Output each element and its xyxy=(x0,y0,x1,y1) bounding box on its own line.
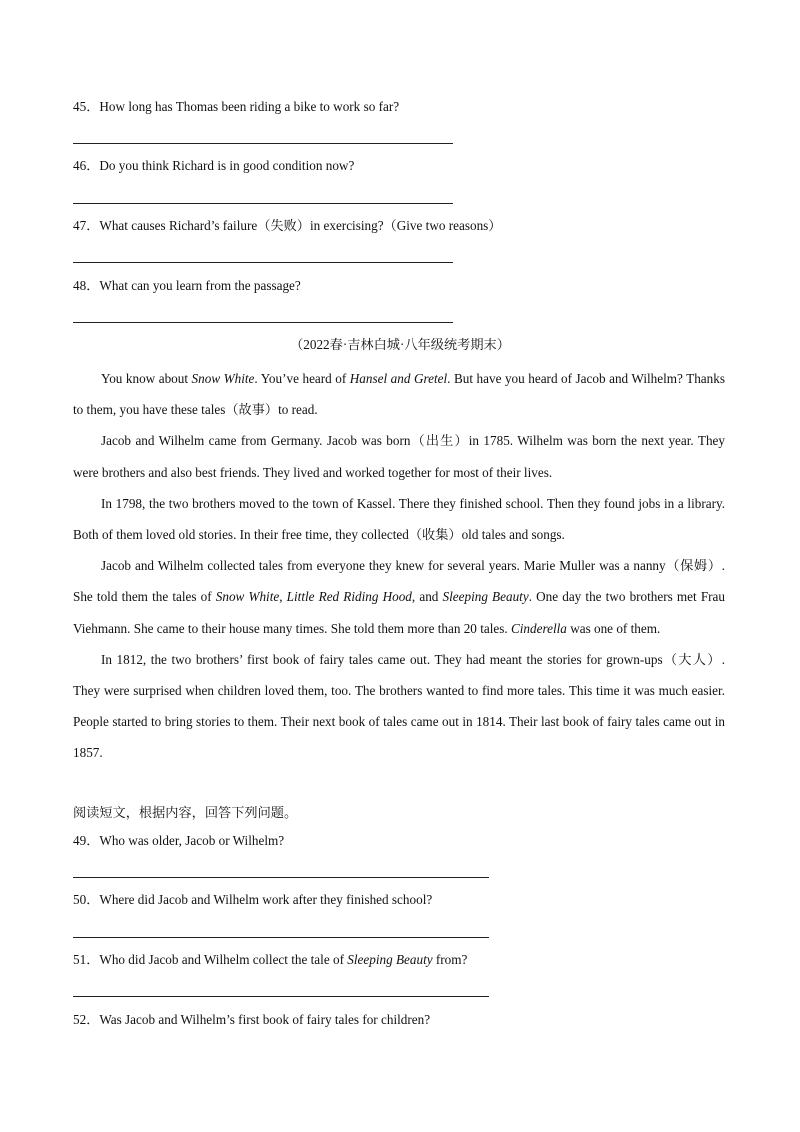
answer-line-47[interactable] xyxy=(73,262,453,263)
paragraph-2: Jacob and Wilhelm came from Germany. Jacob was born（出生）in 1785. Wilhelm was born the next year. They were brothers and also best friends. They lived and worked together for most of their lives. xyxy=(73,433,725,480)
question-50: 50．Where did Jacob and Wilhelm work after they finished school? xyxy=(73,892,433,907)
question-47: 47．What causes Richard’s failure（失败）in exercising?（Give two reasons） xyxy=(73,218,502,233)
question-49: 49．Who was older, Jacob or Wilhelm? xyxy=(73,833,285,848)
question-48: 48．What can you learn from the passage? xyxy=(73,278,301,293)
question-46: 46．Do you think Richard is in good condition now? xyxy=(73,158,355,173)
answer-line-45[interactable] xyxy=(73,143,453,144)
answer-line-50[interactable] xyxy=(73,937,489,938)
answer-line-51[interactable] xyxy=(73,996,489,997)
paragraph-4: Jacob and Wilhelm collected tales from everyone they knew for several years. Marie Muller was a nanny（保姆）. She told them the tales of Snow White, Little Red Riding Hood, and Sleeping Beauty. One day the two brothers met Frau Viehmann. She came to their house many times. She told them more than 20 tales. Cinderella was one of them. xyxy=(73,558,725,636)
paragraph-3: In 1798, the two brothers moved to the town of Kassel. There they finished school. Then they found jobs in a library. Both of them loved old stories. In their free time, they collected（收集）old tales and songs. xyxy=(73,495,725,543)
question-51: 51．Who did Jacob and Wilhelm collect the tale of Sleeping Beauty from? xyxy=(73,952,468,967)
paragraph-1: You know about Snow White. You’ve heard of Hansel and Gretel. But have you heard of Jacob and Wilhelm? Thanks to them, you have these tales（故事）to read. xyxy=(73,371,725,418)
passage-source: （2022春·吉林白城·八年级统考期末） xyxy=(290,337,510,352)
question-52: 52．Was Jacob and Wilhelm’s first book of fairy tales for children? xyxy=(73,1012,431,1027)
answer-line-48[interactable] xyxy=(73,322,453,323)
reading-passage xyxy=(73,363,725,769)
question-45: 45．How long has Thomas been riding a bike to work so far? xyxy=(73,99,400,114)
answer-line-46[interactable] xyxy=(73,203,453,204)
paragraph-5: In 1812, the two brothers’ first book of fairy tales came out. They had meant the stories for grown-ups（大人）. They were surprised when children loved them, too. The brothers wanted to find more tales. This time it was much easier. People started to bring stories to them. Their next book of tales came out in 1814. Their last book of fairy tales came out in 1857. xyxy=(73,651,725,761)
instruction: 阅读短文，根据内容，回答下列问题。 xyxy=(73,805,298,820)
answer-line-49[interactable] xyxy=(73,877,489,878)
